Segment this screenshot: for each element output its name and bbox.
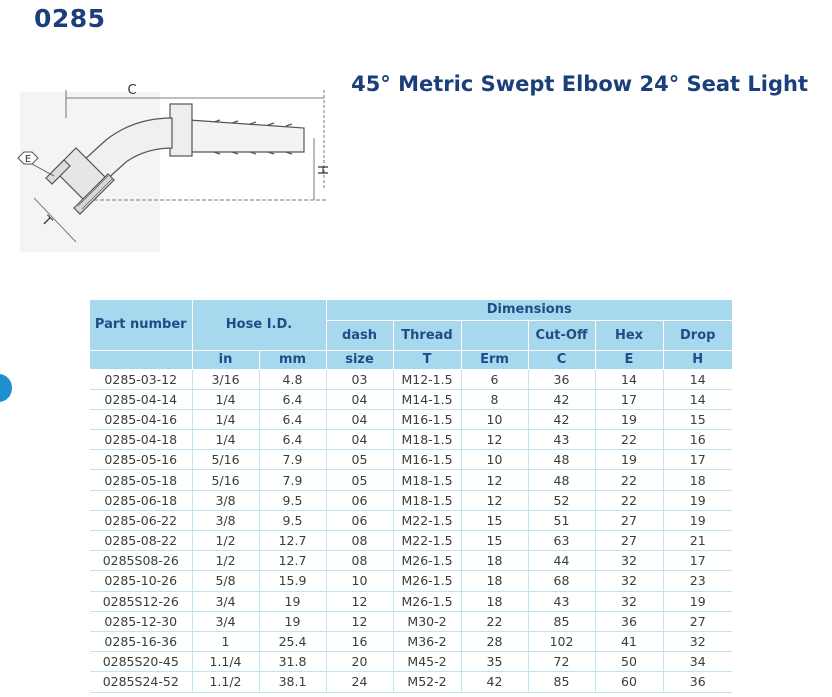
header-blank xyxy=(461,320,528,350)
cell-in: 1.1/2 xyxy=(192,672,259,692)
subheader-e: E xyxy=(595,350,663,369)
subheader-c: C xyxy=(528,350,595,369)
cell-mm: 12.7 xyxy=(259,531,326,551)
table-row xyxy=(90,591,732,611)
cell-cut-off: 72 xyxy=(528,652,595,672)
cell-dash: 12 xyxy=(326,591,393,611)
cell-mm: 7.9 xyxy=(259,450,326,470)
cell-part-number: 0285-04-14 xyxy=(90,389,192,409)
cell-drop: 17 xyxy=(663,551,732,571)
hose-tail xyxy=(189,120,304,152)
cell-hex: 22 xyxy=(595,490,663,510)
table-row xyxy=(90,652,732,672)
cell-dash: 06 xyxy=(326,490,393,510)
cell-drop: 21 xyxy=(663,531,732,551)
cell-hex: 22 xyxy=(595,470,663,490)
label-e: E xyxy=(24,154,32,165)
cell-hex: 22 xyxy=(595,430,663,450)
cell-thread: M26-1.5 xyxy=(393,571,461,591)
header-cut-off: Cut-Off xyxy=(528,320,595,350)
cell-thread: M30-2 xyxy=(393,611,461,631)
cell-thread: M16-1.5 xyxy=(393,409,461,429)
cell-hex: 36 xyxy=(595,611,663,631)
subheader-in: in xyxy=(192,350,259,369)
cell-drop: 32 xyxy=(663,631,732,651)
cell-dash: 03 xyxy=(326,369,393,389)
cell-drop: 14 xyxy=(663,389,732,409)
cell-in: 3/16 xyxy=(192,369,259,389)
cell-hex: 50 xyxy=(595,652,663,672)
cell-erm: 28 xyxy=(461,631,528,651)
product-code: 0285 xyxy=(34,4,106,33)
cell-erm: 12 xyxy=(461,490,528,510)
cell-hex: 17 xyxy=(595,389,663,409)
cell-erm: 8 xyxy=(461,389,528,409)
subheader-t: T xyxy=(393,350,461,369)
cell-mm: 12.7 xyxy=(259,551,326,571)
cell-cut-off: 43 xyxy=(528,430,595,450)
cell-mm: 6.4 xyxy=(259,409,326,429)
cell-thread: M22-1.5 xyxy=(393,531,461,551)
cell-thread: M18-1.5 xyxy=(393,430,461,450)
cell-drop: 17 xyxy=(663,450,732,470)
cell-in: 1/2 xyxy=(192,551,259,571)
cell-mm: 4.8 xyxy=(259,369,326,389)
cell-thread: M26-1.5 xyxy=(393,591,461,611)
cell-erm: 10 xyxy=(461,409,528,429)
side-tab-marker xyxy=(0,374,12,402)
cell-mm: 38.1 xyxy=(259,672,326,692)
cell-hex: 60 xyxy=(595,672,663,692)
cell-part-number: 0285-06-18 xyxy=(90,490,192,510)
cell-drop: 23 xyxy=(663,571,732,591)
cell-erm: 18 xyxy=(461,591,528,611)
cell-thread: M12-1.5 xyxy=(393,369,461,389)
table-row xyxy=(90,631,732,651)
cell-hex: 27 xyxy=(595,531,663,551)
cell-mm: 7.9 xyxy=(259,470,326,490)
cell-mm: 15.9 xyxy=(259,571,326,591)
header-part-number: Part number xyxy=(90,300,192,350)
cell-drop: 34 xyxy=(663,652,732,672)
header-thread: Thread xyxy=(393,320,461,350)
specification-table xyxy=(90,300,732,693)
label-t: T xyxy=(38,213,55,230)
cell-erm: 42 xyxy=(461,672,528,692)
cell-erm: 22 xyxy=(461,611,528,631)
cell-in: 5/16 xyxy=(192,470,259,490)
cell-part-number: 0285-16-36 xyxy=(90,631,192,651)
cell-cut-off: 63 xyxy=(528,531,595,551)
cell-part-number: 0285-05-18 xyxy=(90,470,192,490)
cell-mm: 19 xyxy=(259,611,326,631)
cell-dash: 04 xyxy=(326,389,393,409)
cell-cut-off: 44 xyxy=(528,551,595,571)
cell-cut-off: 102 xyxy=(528,631,595,651)
header-hex: Hex xyxy=(595,320,663,350)
cell-hex: 19 xyxy=(595,409,663,429)
cell-dash: 04 xyxy=(326,409,393,429)
cell-erm: 12 xyxy=(461,470,528,490)
cell-mm: 6.4 xyxy=(259,389,326,409)
cell-in: 3/8 xyxy=(192,490,259,510)
cell-part-number: 0285S12-26 xyxy=(90,591,192,611)
cell-drop: 19 xyxy=(663,510,732,530)
cell-in: 1 xyxy=(192,631,259,651)
subheader-mm: mm xyxy=(259,350,326,369)
cell-dash: 16 xyxy=(326,631,393,651)
cell-cut-off: 51 xyxy=(528,510,595,530)
cell-cut-off: 36 xyxy=(528,369,595,389)
cell-cut-off: 48 xyxy=(528,470,595,490)
cell-thread: M16-1.5 xyxy=(393,450,461,470)
cell-drop: 19 xyxy=(663,490,732,510)
cell-erm: 12 xyxy=(461,430,528,450)
subheader-h: H xyxy=(663,350,732,369)
cell-part-number: 0285-06-22 xyxy=(90,510,192,530)
cell-in: 3/4 xyxy=(192,611,259,631)
cell-dash: 06 xyxy=(326,510,393,530)
cell-mm: 19 xyxy=(259,591,326,611)
cell-erm: 15 xyxy=(461,510,528,530)
subheader-size: size xyxy=(326,350,393,369)
cell-mm: 6.4 xyxy=(259,430,326,450)
cell-hex: 32 xyxy=(595,551,663,571)
cell-in: 1.1/4 xyxy=(192,652,259,672)
cell-thread: M18-1.5 xyxy=(393,490,461,510)
table-row xyxy=(90,551,732,571)
subheader-erm: Erm xyxy=(461,350,528,369)
cell-part-number: 0285-03-12 xyxy=(90,369,192,389)
header-drop: Drop xyxy=(663,320,732,350)
cell-thread: M22-1.5 xyxy=(393,510,461,530)
header-hose-id: Hose I.D. xyxy=(192,300,326,350)
cell-in: 3/4 xyxy=(192,591,259,611)
cell-mm: 9.5 xyxy=(259,510,326,530)
cell-cut-off: 85 xyxy=(528,611,595,631)
cell-dash: 05 xyxy=(326,470,393,490)
cell-cut-off: 85 xyxy=(528,672,595,692)
cell-drop: 18 xyxy=(663,470,732,490)
cell-thread: M26-1.5 xyxy=(393,551,461,571)
cell-in: 5/8 xyxy=(192,571,259,591)
cell-erm: 18 xyxy=(461,571,528,591)
cell-part-number: 0285-04-18 xyxy=(90,430,192,450)
cell-part-number: 0285-10-26 xyxy=(90,571,192,591)
fitting-drawing xyxy=(14,78,344,258)
cell-erm: 10 xyxy=(461,450,528,470)
table-row xyxy=(90,409,732,429)
cell-mm: 9.5 xyxy=(259,490,326,510)
cell-dash: 08 xyxy=(326,551,393,571)
cell-drop: 36 xyxy=(663,672,732,692)
cell-hex: 27 xyxy=(595,510,663,530)
cell-cut-off: 42 xyxy=(528,409,595,429)
cell-part-number: 0285-12-30 xyxy=(90,611,192,631)
cell-part-number: 0285S08-26 xyxy=(90,551,192,571)
cell-part-number: 0285-05-16 xyxy=(90,450,192,470)
cell-erm: 6 xyxy=(461,369,528,389)
table-row xyxy=(90,672,732,692)
cell-in: 1/4 xyxy=(192,389,259,409)
table-row xyxy=(90,470,732,490)
cell-drop: 19 xyxy=(663,591,732,611)
cell-part-number: 0285S20-45 xyxy=(90,652,192,672)
table-body xyxy=(90,369,732,692)
cell-hex: 14 xyxy=(595,369,663,389)
cell-dash: 24 xyxy=(326,672,393,692)
cell-in: 1/2 xyxy=(192,531,259,551)
cell-cut-off: 68 xyxy=(528,571,595,591)
product-title: 45° Metric Swept Elbow 24° Seat Light xyxy=(351,72,808,96)
cell-in: 3/8 xyxy=(192,510,259,530)
cell-thread: M14-1.5 xyxy=(393,389,461,409)
table-row xyxy=(90,369,732,389)
cell-hex: 32 xyxy=(595,591,663,611)
cell-in: 1/4 xyxy=(192,409,259,429)
cell-erm: 35 xyxy=(461,652,528,672)
table-row xyxy=(90,389,732,409)
cell-mm: 25.4 xyxy=(259,631,326,651)
cell-dash: 10 xyxy=(326,571,393,591)
cell-part-number: 0285-04-16 xyxy=(90,409,192,429)
ferrule xyxy=(170,104,192,156)
table-row xyxy=(90,531,732,551)
cell-cut-off: 42 xyxy=(528,389,595,409)
label-c: C xyxy=(127,83,137,98)
cell-thread: M52-2 xyxy=(393,672,461,692)
cell-drop: 27 xyxy=(663,611,732,631)
cell-erm: 18 xyxy=(461,551,528,571)
cell-in: 5/16 xyxy=(192,450,259,470)
cell-erm: 15 xyxy=(461,531,528,551)
cell-part-number: 0285-08-22 xyxy=(90,531,192,551)
label-h: H xyxy=(314,165,329,175)
header-dimensions: Dimensions xyxy=(326,300,732,320)
cell-cut-off: 43 xyxy=(528,591,595,611)
cell-thread: M36-2 xyxy=(393,631,461,651)
cell-dash: 08 xyxy=(326,531,393,551)
cell-thread: M45-2 xyxy=(393,652,461,672)
subheader-blank xyxy=(90,350,192,369)
cell-dash: 12 xyxy=(326,611,393,631)
cell-hex: 19 xyxy=(595,450,663,470)
table-row xyxy=(90,510,732,530)
cell-hex: 41 xyxy=(595,631,663,651)
cell-dash: 20 xyxy=(326,652,393,672)
cell-dash: 04 xyxy=(326,430,393,450)
cell-mm: 31.8 xyxy=(259,652,326,672)
table-row xyxy=(90,490,732,510)
cell-drop: 16 xyxy=(663,430,732,450)
cell-hex: 32 xyxy=(595,571,663,591)
cell-part-number: 0285S24-52 xyxy=(90,672,192,692)
cell-cut-off: 48 xyxy=(528,450,595,470)
cell-thread: M18-1.5 xyxy=(393,470,461,490)
cell-in: 1/4 xyxy=(192,430,259,450)
cell-dash: 05 xyxy=(326,450,393,470)
table-row xyxy=(90,430,732,450)
table-row xyxy=(90,571,732,591)
cell-drop: 14 xyxy=(663,369,732,389)
table-row xyxy=(90,611,732,631)
cell-drop: 15 xyxy=(663,409,732,429)
table-row xyxy=(90,450,732,470)
cell-cut-off: 52 xyxy=(528,490,595,510)
header-dash: dash xyxy=(326,320,393,350)
